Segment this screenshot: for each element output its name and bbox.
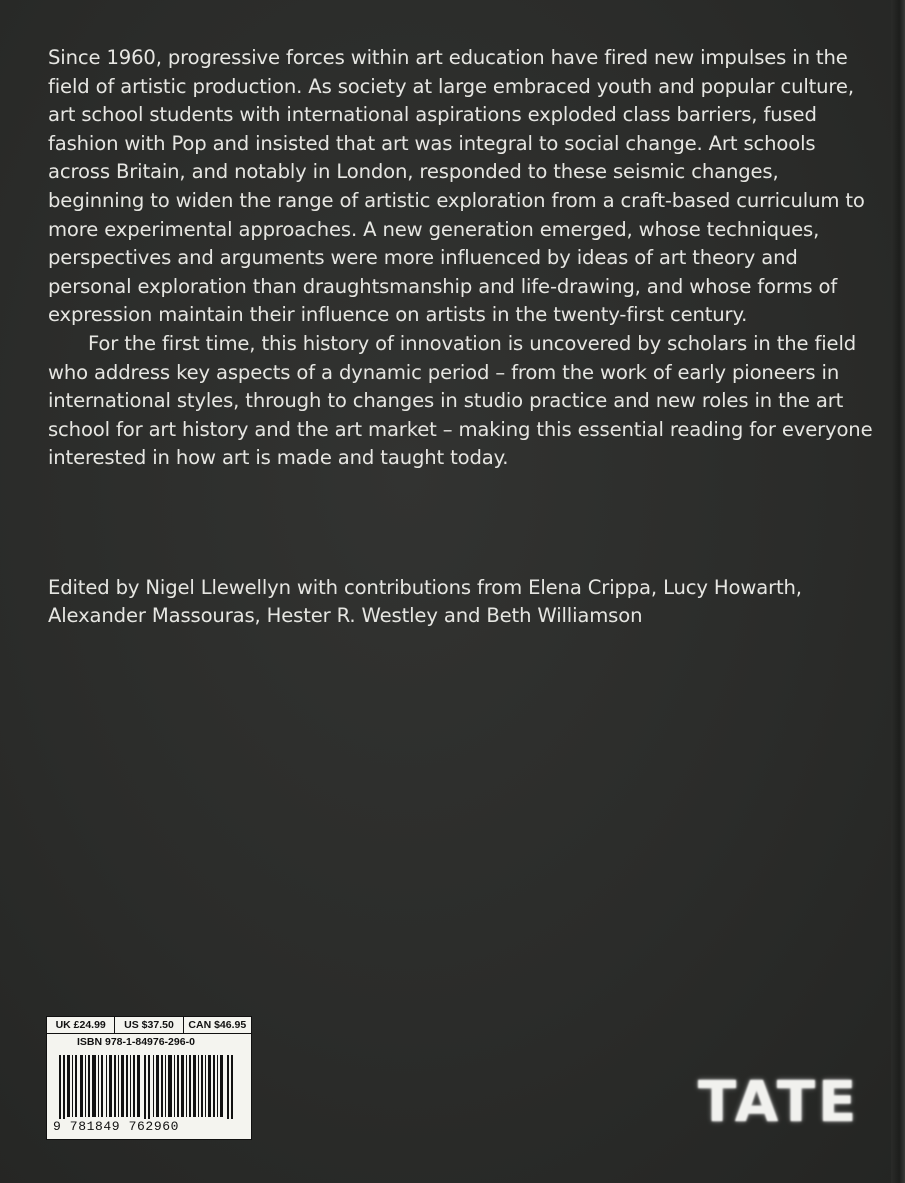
tate-logo: TATE <box>698 1070 860 1135</box>
barcode-digits: 9 781849 762960 <box>53 1119 247 1135</box>
blurb-paragraph-2: For the first time, this history of innovation is uncovered by scholars in the field who address key aspects of a dynamic period – from the work of early pioneers in international styles, through to changes in studio practice and new roles in the art school for art history and the art market – making this essential reading for everyone interested in how art is made and taught today. <box>48 331 873 470</box>
blurb-paragraph-1: Since 1960, progressive forces within art education have fired new impulses in the field of artistic production. As society at large embraced youth and popular culture, art school students with international aspirations exploded class barriers, fused fashion with Pop and insisted that art was integral to social change. Art schools across Britain, and notably in London, responded to these seismic changes, beginning to widen the range of artistic exploration from a craft-based curriculum to more experimental approaches. A new generation emerged, whose techniques, perspectives and arguments were more influenced by ideas of art theory and personal exploration than draughtsmanship and life-drawing, and whose forms of expression maintain their influence on artists in the twenty-first century. <box>48 46 865 327</box>
isbn-number: ISBN 978-1-84976-296-0 <box>77 1036 195 1048</box>
price-row <box>47 1017 251 1034</box>
barcode-label <box>46 1016 252 1140</box>
editor-credits: Edited by Nigel Llewellyn with contributions from Elena Crippa, Lucy Howarth, Alexander Massouras, Hester R. Westley and Beth Williamson <box>48 575 802 628</box>
spine-edge <box>891 0 905 1183</box>
barcode-icon <box>55 1055 245 1125</box>
blurb <box>48 44 878 473</box>
price-us: US $37.50 <box>115 1017 183 1033</box>
price-can: CAN $46.95 <box>188 1019 247 1031</box>
price-uk: UK £24.99 <box>47 1017 115 1033</box>
